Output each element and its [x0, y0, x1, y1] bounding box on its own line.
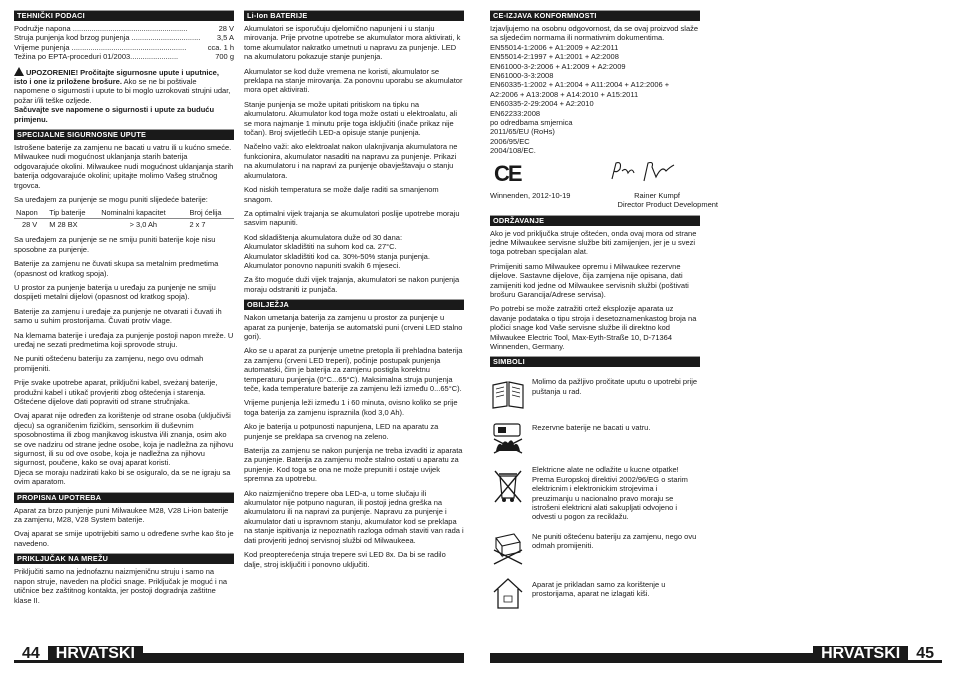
tech-data-row: [14, 43, 234, 52]
symbol-row: [490, 465, 700, 521]
symbol-row: [490, 576, 700, 610]
tech-label: Težina po EPTA-proceduri 01/2003.......................: [14, 52, 179, 62]
safety-text: Na klemama baterije i uređaja za punjenje postoji napon mreže. U uređaj ne sezati predmetima koji sprovode struju.: [14, 330, 234, 349]
tech-data-row: [14, 24, 234, 33]
features-text: Kod preopterećenja struja trepere svi LED 8x. Da bi se radilo dalje, stroj isključiti i ponovno uključiti.: [244, 550, 446, 569]
tech-value: 28 V: [218, 24, 234, 33]
safety-text: Djeca se moraju nadzirati kako bi se osiguralo, da se ne igraju sa ovim aparatom.: [14, 467, 231, 487]
right-column: [490, 10, 718, 620]
left-column-1: [14, 10, 234, 610]
storage-line: Kod skladištenja akumulatora duže od 30 dana:: [244, 232, 403, 242]
li-ion-text: Načelno važi: ako elektroalat nakon ulaknjivanja akumulatora ne funkcionira, akumulator nasaditi na napravu za punjenje. Prikazi na akumulatoru i na napravi za punjenje obavještavaju o stanju akumulatora.: [244, 142, 458, 180]
tech-label: Struja punjenja kod brzog punjenja .................................: [14, 33, 201, 43]
storage-line: Akumulator skladištiti na suhom kod ca. 27°C.: [244, 242, 397, 252]
symbols-heading: SIMBOLI: [490, 356, 700, 367]
warning-text: Ako se ne bi poštivale napomene o sigurnosti i upute to bi moglo uzrokovati strujni udar, požar i/ili teške ozljede.: [14, 77, 231, 105]
safety-text: Baterije za zamjenu i uređaje za punjenje ne otvarati i čuvati ih samo u suhim prostorijama. Čuvati protiv vlage.: [14, 306, 222, 326]
table-header: Napon: [14, 207, 47, 219]
maintenance-heading: ODRŽAVANJE: [490, 215, 700, 226]
read-manual-icon: [490, 377, 526, 411]
tech-label: Podružje napona .......................................................: [14, 24, 188, 33]
features-text: Baterija za zamjenu se nakon punjenja ne treba izvaditi iz aparata za punjenje. Baterija za zamjenu može stalno ostati u aparatu za punjenje. Kod toga se ona ne može prepuniti i ostaje uvijek spremna za upotrebu.: [244, 446, 463, 484]
page-number-left: 44: [22, 644, 40, 662]
use-text: Ovaj aparat se smije upotrijebiti samo u određene svrhe kao što je navedeno.: [14, 529, 234, 548]
battery-table: [14, 207, 234, 231]
standard-line: po odredbama smjernica: [490, 118, 573, 128]
standard-line: A2:2006 + A13:2008 + A14:2010 + A15:2011: [490, 89, 639, 99]
warning-block: [14, 67, 234, 124]
tech-value: cca. 1 h: [207, 42, 234, 52]
footer-right: [490, 644, 942, 663]
tech-data-heading: TEHNIČKI PODACI: [14, 10, 234, 21]
storage-line: Akumulator ponovno napuniti svakih 6 mjeseci.: [244, 260, 401, 270]
signer-role: Director Product Development: [617, 200, 718, 210]
use-text: Aparat za brzo punjenje puni Milwaukee M28, V28 Li-ion baterije za zamjenu, M28, V28 System baterije.: [14, 505, 229, 525]
signer-name: Rainer Kumpf: [634, 190, 680, 200]
symbol-text: Elektricne alate ne odlažite u kucne otpatke! Prema Europskoj direktivi 2002/96/EG o starim elektricnim i elektronickim strojevima i preuzimanju u nacionalno pravo moraju se istrošeni elektricni alati sakupljati odvojeno i odvesti u pogon za reciklažu.: [532, 465, 688, 522]
ce-heading: CE-IZJAVA KONFORMNOSTI: [490, 10, 700, 21]
footer-bar-left: [143, 653, 464, 661]
ce-signature-block: [490, 161, 700, 197]
table-header: Tip baterije: [47, 207, 99, 219]
features-text: Ako naizmjenično trepere oba LED-a, u tome slučaju ili akumulator nije potpuno naguran, ili postoji jedna greška na akumulatoru ili na napravi za punjenje. Napravu za punjenje i akumulator dati u ispravnom stanju, akumulator kod se preklapa na stanje ispitivanja iz nepoznatih razloga odmah staviti van rada i dati provjeriti jednoj servisnoj službi od Milwaukeea.: [244, 488, 464, 545]
symbol-row: [490, 421, 700, 455]
safety-text: Istrošene baterije za zamjenu ne bacati u vatru ili u kućno smeće. Milwaukee nudi mogućnost uklanjanja starih baterija odgovarajuće okolini. Milwaukee nudi mogućnost uklanjanja starih baterija odgovarajuće okolini; upitajte molimo Vašeg stručnog trgovca.: [14, 143, 234, 190]
standard-line: 2004/108/EC.: [490, 146, 536, 156]
storage-line: Akumulator skladištiti kod ca. 30%-50% stanja punjenja.: [244, 251, 430, 261]
table-header: Nominalni kapacitet: [99, 207, 187, 219]
table-cell: > 3,0 Ah: [129, 219, 158, 229]
warning-keep: Sačuvajte sve napomene o sigurnosti i upute za buduću primjenu.: [14, 105, 215, 124]
warning-bold: UPOZORENIE! Pročitajte sigurnosne upute i uputnice, isto i one iz priložene brošure.: [14, 67, 219, 87]
ce-mark-icon: CE: [494, 160, 521, 186]
features-text: Ako je baterija u potpunosti napunjena, LED na aparatu za punjenje se preklapa sa crvenog na zeleno.: [244, 422, 439, 441]
safety-text: Baterije za zamjenu ne čuvati skupa sa metalnim predmetima (opasnost od kratkog spoja).: [14, 259, 219, 278]
mains-heading: PRIKLJUČAK NA MREŽU: [14, 553, 234, 564]
table-cell: M 28 BX: [49, 219, 78, 229]
standard-line: EN62233:2008: [490, 108, 541, 118]
tech-data-row: [14, 33, 234, 42]
symbol-text: Rezervne baterije ne bacati u vatru.: [532, 423, 651, 433]
use-heading: PROPISNA UPOTREBA: [14, 492, 234, 503]
maintenance-text: Primijeniti samo Milwaukee opremu i Milwaukee rezervne dijelove. Sastavne dijelove, čija zamjena nije opisana, dati zamijeniti kod jedne od Milwaukee servisnih službi (poštivati brošuru Garancija/Adrese servisa).: [490, 261, 689, 299]
li-ion-heading: Li-Ion BATERIJE: [244, 10, 464, 21]
maintenance-text: Po potrebi se može zatražiti crtež eksplozije aparata uz davanje podataka o tipu stroja i desetoznamenkastog broja na pločici snage kod Vaše servisne službe ili direktno kod Milwaukee Electric Tool, Max-Eyth-Straße 10, D-71364 Winnenden, Germany.: [490, 304, 697, 351]
tech-value: 700 g: [215, 52, 234, 62]
storage-block: [244, 233, 464, 271]
tech-data-list: [14, 24, 234, 62]
damaged-battery-icon: [490, 532, 526, 566]
tech-value: 3,5 A: [216, 33, 234, 43]
standard-line: EN55014-2:1997 + A1:2001 + A2:2008: [490, 52, 619, 62]
table-cell: 28 V: [22, 219, 38, 229]
place-date: Winnenden, 2012-10-19: [490, 190, 571, 200]
standard-line: EN60335-2-29:2004 + A2:2010: [490, 99, 594, 109]
li-ion-text: Akumulator se kod duže vremena ne koristi, akumulator se preklapa na stanje mirovanja. Za ponovnu uporabu se akumulator mora opet aktivirati.: [244, 66, 463, 95]
li-ion-text: Stanje punjenja se može upitati pritiskom na tipku na akumulatoru. Akumulator kod toga može ostati u elektroalatu, ali se mora najmanje 1 minutu prije toga isključiti (inače prikaz nije točan). Broj svijetlećih LED-a opisuje stanje punjenja.: [244, 99, 458, 138]
safety-text: Sa uređajem za punjenje se mogu puniti slijedeće baterije:: [14, 195, 208, 205]
maintenance-text: Ako je vod priključka struje oštećen, onda ovaj mora od strane jedne Milwaukee servisne službe biti zamijenjen, jer je u svezi toga potreban specijalan alat.: [490, 228, 697, 257]
standard-line: 2006/95/EC: [490, 136, 530, 146]
features-text: Vrijeme punjenja leži između 1 i 60 minuta, ovisno koliko se prije toga baterija za zamjenu ispraznila (kod 3,0 Ah).: [244, 398, 458, 417]
features-heading: OBILJEŽJA: [244, 299, 464, 310]
features-text: Nakon umetanja baterija za zamjenu u prostor za punjenje u aparat za punjenje, baterija se automatski puni (crveni LED stalno gori).: [244, 313, 463, 341]
warning-icon: [14, 67, 24, 76]
table-header: Broj ćelija: [188, 207, 235, 219]
standard-line: EN61000-3-2:2006 + A1:2009 + A2:2009: [490, 61, 626, 71]
left-column-2: [244, 10, 464, 574]
standard-line: EN55014-1:2006 + A1:2009 + A2:2011: [490, 42, 619, 52]
safety-text: Sa uređajem za punjenje se ne smiju puniti baterije koje nisu sposobne za punjenje.: [14, 235, 216, 254]
features-text: Ako se u aparat za punjenje umetne pretopla ili prehladna baterija za zamjenu (crveni LED treperi), počinje postupak punjenja automatski, čim je baterija za zamjenu postigla korektnu temperaturu punjenja (0°C...65°C). Maksimalna struja punjenja teče, kada temperature baterije za zamjenu leži između 0...65°C).: [244, 346, 463, 393]
symbol-row: [490, 377, 700, 411]
symbol-text: Molimo da pažljivo pročitate uputu o upotrebi prije puštanja u rad.: [532, 377, 698, 396]
standard-line: EN61000-3-3:2008: [490, 71, 554, 81]
indoor-use-icon: [490, 576, 526, 610]
safety-text: Prije svake upotrebe aparat, priključni kabel, sveżanj baterije, produžni kabel i utikač provjeriti zbog oštećenja i starenja. Oštećene dijelove dati popraviti od strane stručnjaka.: [14, 378, 218, 406]
weee-bin-icon: [490, 465, 526, 505]
page-number-right: 45: [916, 644, 934, 662]
language-label-right: HRVATSKI: [813, 646, 908, 662]
safety-text: Ne puniti oštećenu bateriju za zamjenu, nego ovu odmah promijeniti.: [14, 354, 204, 373]
standard-line: 2011/65/EU (RoHs): [490, 127, 555, 137]
ce-intro: Izjavljujemo na osobnu odgovornost, da se ovaj proizvod slaže sa sljedećim normama ili normativnim dokumentima.: [490, 24, 699, 43]
li-ion-text: Za što moguće duži vijek trajanja, akumulatori se nakon punjenja moraju odstraniti iz punjača.: [244, 275, 460, 294]
table-cell: 2 x 7: [189, 219, 206, 229]
tech-label: Vrijeme punjenja .......................................................: [14, 42, 187, 52]
footer-bar-right: [490, 653, 813, 661]
symbol-row: [490, 532, 700, 566]
language-label-left: HRVATSKI: [48, 646, 143, 662]
li-ion-text: Za optimalni vijek trajanja se akumulatori poslije upotrebe moraju sasvim napuniti.: [244, 208, 460, 228]
safety-text: Ovaj aparat nije određen za korištenje od strane osoba (uključivši djecu) sa ograničenim fizičkim, sensorkim ili duševnim sposobnostima ili zbog manjkavog iskustva i/ili znanja, osim ako se ove nadziru od strane jedne osobe, koja je nadležna za njihovu sigurnost, ili su od ove osobe, koja je nadležna za njihovu sigurnost, poučene, kako se ovaj aparat koristi.: [14, 411, 234, 468]
safety-text: U prostor za punjenje baterija u uređaju za punjenje ne smiju dospijeti metalni dijelovi (opasnost od kratkog spoja).: [14, 282, 216, 302]
li-ion-text: Kod niskih temperatura se može dalje raditi sa smanjenom snagom.: [244, 185, 439, 204]
signature-icon: [608, 159, 678, 183]
li-ion-text: Akumulatori se isporučuju djelomično napunjeni i u stanju mirovanja. Prije prvotne upotrebe se akumulator mora aktivirati, k tome akumulator nakratko umetnuti u napravu za punjenje. LED na akumulatoru pokazuje stanje punjenja.: [244, 24, 461, 62]
footer-left: [14, 644, 464, 663]
standards-list: [490, 43, 700, 156]
standard-line: EN60335-1:2002 + A1:2004 + A11:2004 + A12:2006 +: [490, 80, 670, 90]
mains-text: Priključiti samo na jednofaznu naizmjeničnu struju i samo na napon struje, naveden na pločici snage. Priključak je moguć i na utičnice bez zaštitnog kontakta, jer postoji dogradnja zaštitne klase II.: [14, 567, 228, 605]
no-fire-battery-icon: [490, 421, 526, 455]
symbol-text: Aparat je prikladan samo za korištenje u prostorijama, aparat ne izlagati kiši.: [532, 579, 666, 599]
tech-data-row: [14, 52, 234, 61]
symbol-text: Ne puniti oštećenu bateriju za zamjenu, nego ovu odmah promijeniti.: [532, 531, 697, 551]
safety-heading: SPECIJALNE SIGURNOSNE UPUTE: [14, 129, 234, 140]
